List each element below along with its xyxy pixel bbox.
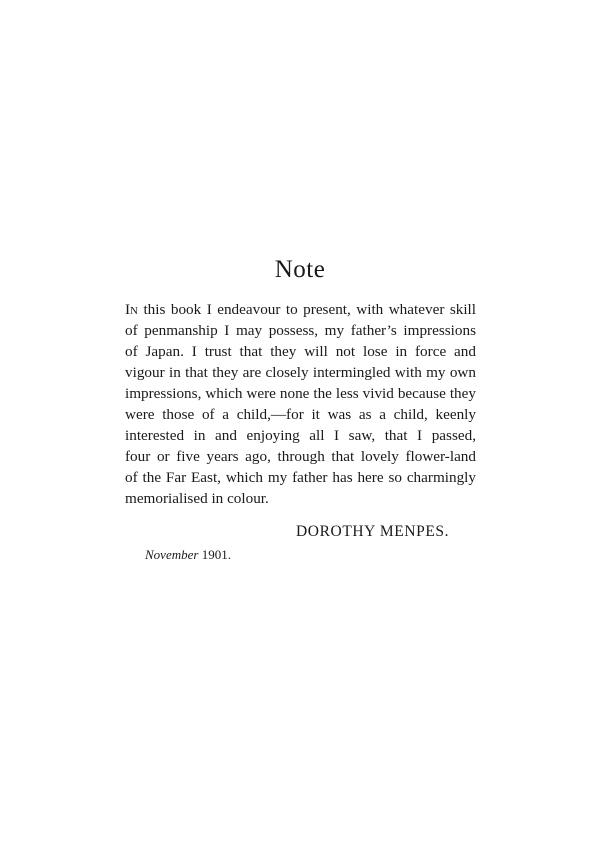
date-month: November <box>145 547 199 562</box>
lead-word: In <box>125 301 139 318</box>
paragraph-line: memorialised in colour. <box>125 490 269 507</box>
paragraph-line: four or five years ago, through that lovely flower-land <box>125 448 476 465</box>
signature: DOROTHY MENPES. <box>296 523 450 540</box>
paragraph-line: impressions, which were none the less vivid because they <box>125 385 476 402</box>
paragraph-line: interested in and enjoying all I saw, that I passed, <box>125 427 476 444</box>
line-text: this book I endeavour to present, with whatever skill <box>138 301 476 318</box>
paragraph-line: of the Far East, which my father has here so charmingly <box>125 469 476 486</box>
paragraph-line: of Japan. I trust that they will not lose in force and <box>125 343 476 360</box>
paragraph-line: of penmanship I may possess, my father’s impressions <box>125 322 476 339</box>
paragraph-line: vigour in that they are closely intermingled with my own <box>125 364 476 381</box>
date-year: 1901. <box>201 547 231 562</box>
paragraph-line <box>125 299 476 320</box>
paragraph-line: were those of a child,—for it was as a child, keenly <box>125 406 476 423</box>
page-title: Note <box>274 256 326 283</box>
date-line <box>145 546 231 564</box>
note-paragraph <box>125 299 476 509</box>
